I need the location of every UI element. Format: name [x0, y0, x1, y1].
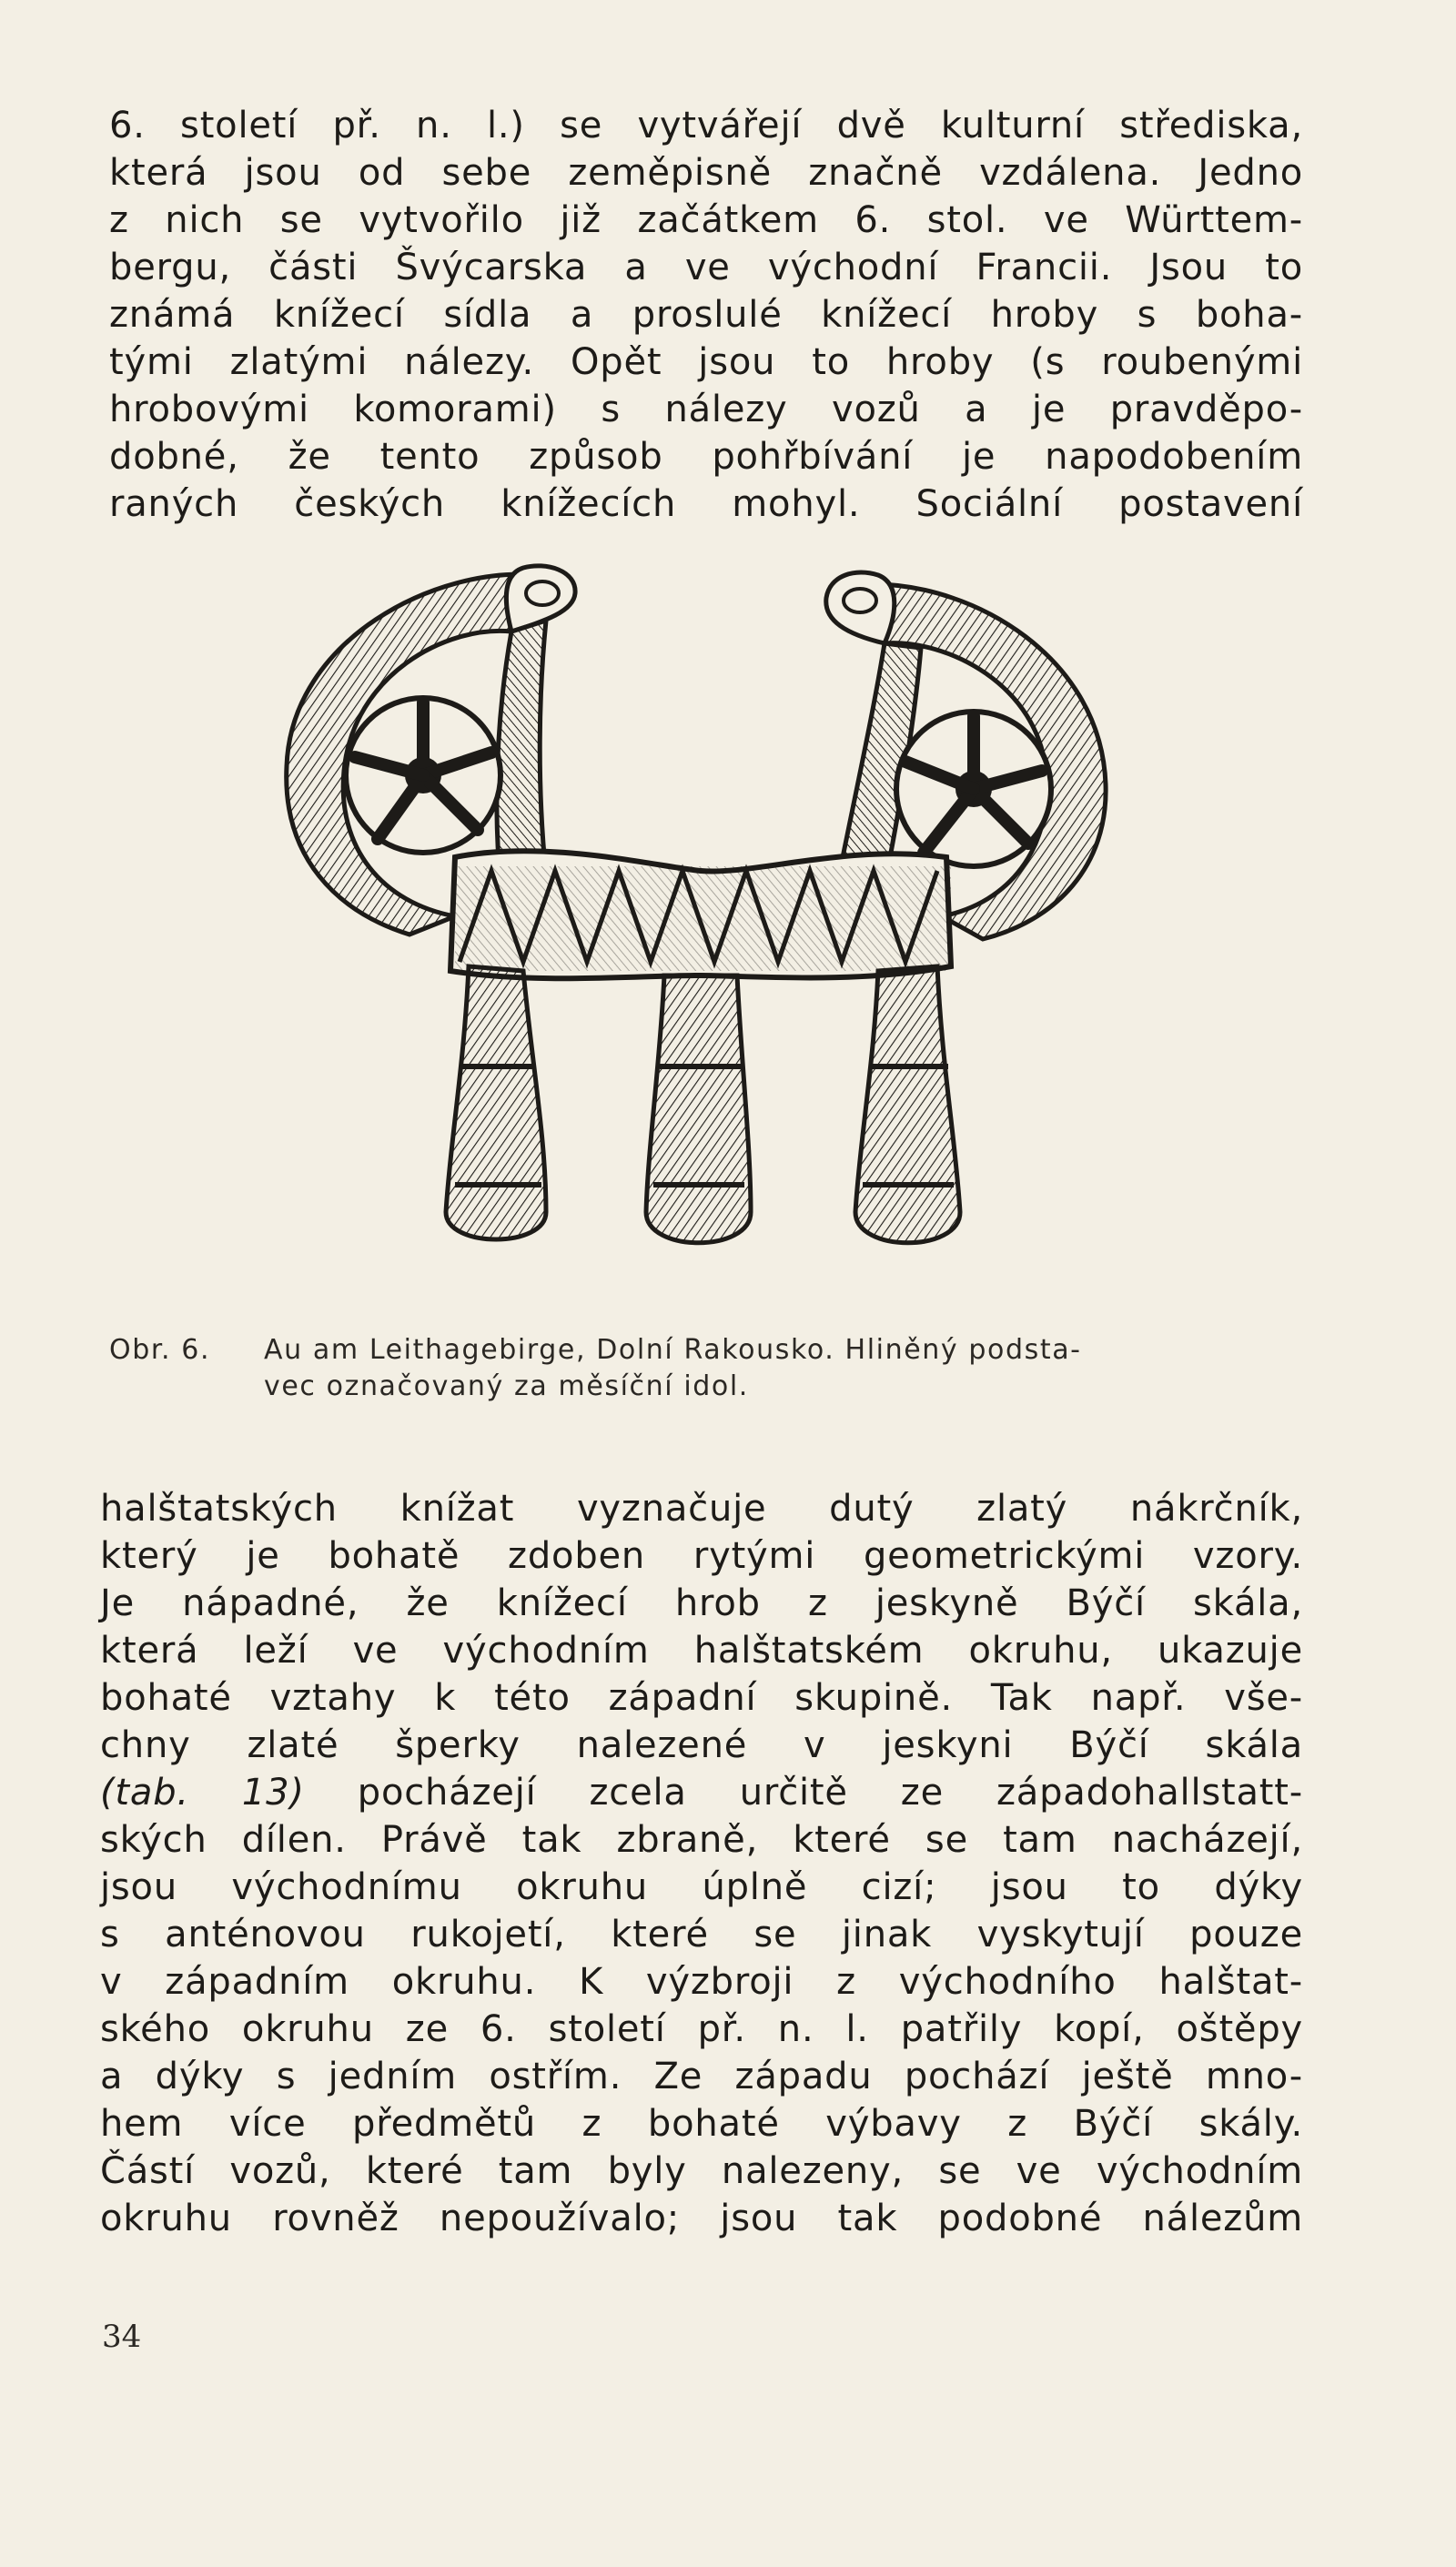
text-line: Je nápadné, že knížecí hrob z jeskyně Býčí skála, — [100, 1582, 1303, 1624]
idol-body — [450, 851, 951, 978]
text-line: která jsou od sebe zeměpisně značně vzdálena. Jedno — [109, 152, 1303, 194]
text-line: v západním okruhu. K výzbroji z východního halštat- — [100, 1961, 1303, 2003]
text-line: raných českých knížecích mohyl. Sociální postavení — [109, 483, 1303, 525]
caption-text: vec označovaný za měsíční idol. — [264, 1370, 749, 1402]
text-line: bohaté vztahy k této západní skupině. Tak např. vše- — [100, 1677, 1303, 1719]
text-line: okruhu rovněž nepoužívalo; jsou tak podobné nálezům — [100, 2198, 1303, 2239]
text-line: Částí vozů, které tam byly nalezeny, se ve východním — [100, 2150, 1303, 2192]
text-line: tými zlatými nálezy. Opět jsou to hroby (s roubenými — [109, 341, 1303, 383]
text-line: hrobovými komorami) s nálezy vozů a je pravděpo- — [109, 389, 1303, 430]
figure-caption — [109, 1332, 1183, 1405]
moon-idol-illustration — [273, 557, 1128, 1276]
text-line: a dýky s jedním ostřím. Ze západu pochází ještě mno- — [100, 2056, 1303, 2097]
text-line: chny zlaté šperky nalezené v jeskyni Býčí skála — [100, 1724, 1303, 1766]
text-line: ského okruhu ze 6. století př. n. l. patřily kopí, oštěpy — [100, 2008, 1303, 2050]
text-line: známá knížecí sídla a proslulé knížecí hroby s boha- — [109, 294, 1303, 336]
text-line-rest: pocházejí zcela určitě ze západohallstatt- — [304, 1772, 1303, 1814]
caption-line — [109, 1332, 1183, 1369]
caption-text: Au am Leithagebirge, Dolní Rakousko. Hliněný podsta- — [264, 1334, 1082, 1366]
page-number: 34 — [102, 2319, 142, 2355]
text-line: bergu, části Švýcarska a ve východní Francii. Jsou to — [109, 247, 1303, 288]
text-line: jsou východnímu okruhu úplně cizí; jsou to dýky — [100, 1866, 1303, 1908]
text-line: hem více předmětů z bohaté výbavy z Býčí skály. — [100, 2103, 1303, 2145]
text-line: s anténovou rukojetí, které se jinak vyskytují pouze — [100, 1914, 1303, 1956]
text-line: ských dílen. Právě tak zbraně, které se tam nacházejí, — [100, 1819, 1303, 1861]
table-reference: (tab. 13) — [100, 1772, 305, 1814]
figure-label: Obr. 6. — [109, 1334, 211, 1366]
text-line: který je bohatě zdoben rytými geometrickými vzory. — [100, 1535, 1303, 1577]
top-paragraph — [109, 102, 1303, 528]
text-line: z nich se vytvořilo již začátkem 6. stol. ve Württem- — [109, 199, 1303, 241]
text-line: halštatských knížat vyznačuje dutý zlatý nákrčník, — [100, 1488, 1303, 1530]
caption-line — [109, 1369, 1183, 1405]
idol-legs — [446, 966, 960, 1243]
text-line: která leží ve východním halštatském okruhu, ukazuje — [100, 1630, 1303, 1672]
bottom-paragraph — [100, 1485, 1303, 2242]
text-line: dobné, že tento způsob pohřbívání je napodobením — [109, 436, 1303, 478]
text-line: 6. století př. n. l.) se vytvářejí dvě kulturní střediska, — [109, 105, 1303, 147]
text-line — [100, 1769, 1303, 1816]
moon-idol-figure — [273, 557, 1128, 1276]
